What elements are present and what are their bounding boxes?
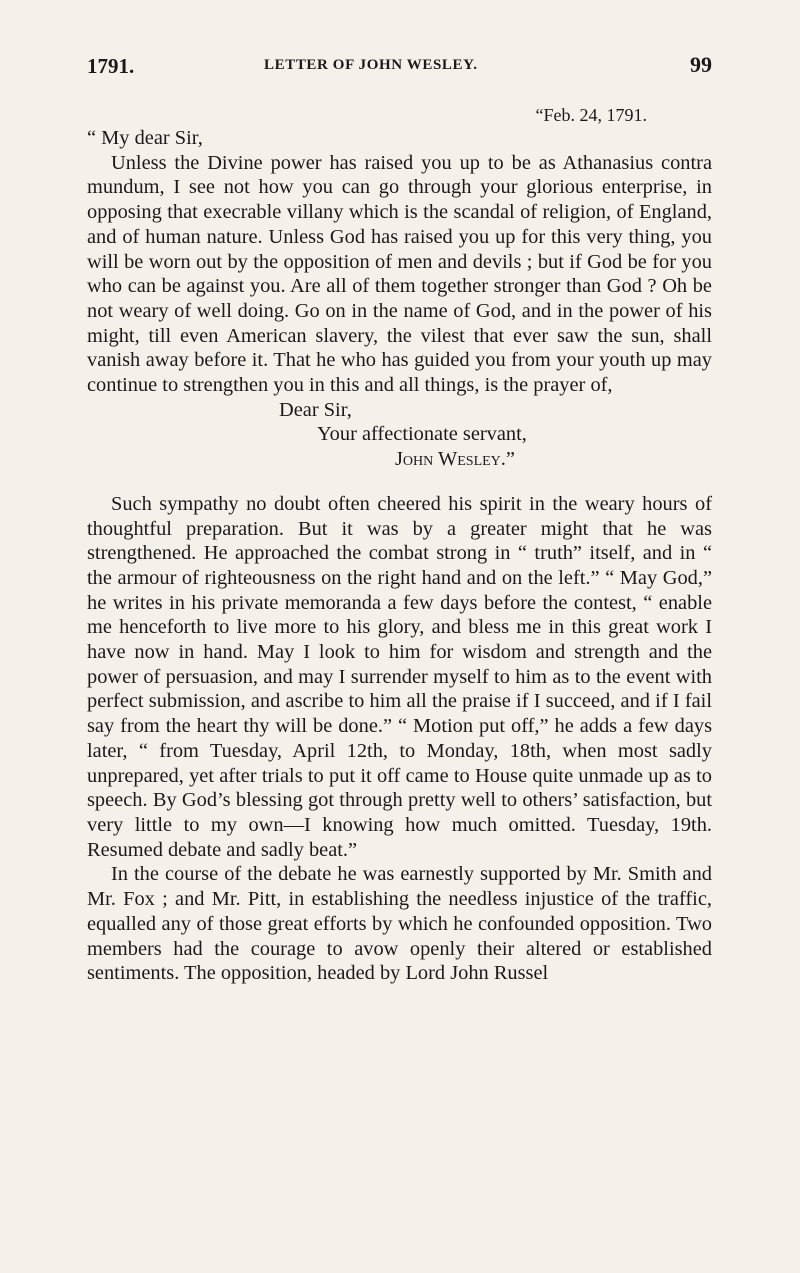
paragraph-spacer — [87, 472, 712, 492]
page-number: 99 — [690, 52, 712, 77]
letter-closing-valediction: Your affectionate servant, — [317, 423, 527, 446]
running-head-title: LETTER OF JOHN WESLEY. — [264, 57, 478, 73]
letter-signature: John Wesley.” — [395, 448, 515, 471]
narrative-paragraph: In the course of the debate he was earnestly supported by Mr. Smith and Mr. Fox ; and Mr. Pitt, in establishing the needless injustice of the traffic, equalled any of those great efforts by which he confounded opposition. Two members had the courage to avow openly their altered or established sentiments. The opposition, headed by Lord John Russel — [87, 863, 712, 985]
letter — [87, 126, 712, 986]
running-head — [87, 48, 712, 78]
running-head-year: 1791. — [87, 54, 135, 78]
letter-salutation: “ My dear Sir, — [87, 127, 203, 149]
letter-date: “Feb. 24, 1791. — [535, 105, 647, 125]
letter-closing-salutation: Dear Sir, — [279, 398, 352, 421]
book-page — [87, 48, 712, 986]
letter-body: Unless the Divine power has raised you up to be as Athanasius contra mundum, I see not how you can go through your glorious enterprise, in opposing that execrable villany which is the scandal of religion, of England, and of human nature. Unless God has raised you up for this very thing, you will be worn out by the opposition of men and devils ; but if God be for you who can be against you. Are all of them together stronger than God ? Oh be not weary of well doing. Go on in the name of God, and in the power of his might, till even American slavery, the vilest that ever saw the sun, shall vanish away before it. That he who has guided you from your youth up may continue to strengthen you in this and all things, is the prayer of, — [87, 151, 712, 397]
narrative-paragraph: Such sympathy no doubt often cheered his spirit in the weary hours of thoughtful preparation. But it was by a greater might that he was strengthened. He approached the combat strong in “ truth” itself, and in “ the armour of righteousness on the right hand and on the left.” “ May God,” he writes in his private memoranda a few days before the contest, “ enable me henceforth to live more to his glory, and bless me in this great work I have now in hand. May I look to him for wisdom and strength and the power of persuasion, and may I surrender myself to him as to the event with perfect submission, and ascribe to him all the praise if I succeed, and if I fail say from the heart thy will be done.” “ Motion put off,” he adds a few days later, “ from Tuesday, April 12th, to Monday, 18th, when most sadly unprepared, yet after trials to put it off came to House quite unmade up as to speech. By God’s blessing got through pretty well to others’ satisfaction, but very little to my own—I knowing how much omitted. Tuesday, 19th. Resumed debate and sadly beat.” — [87, 492, 712, 861]
